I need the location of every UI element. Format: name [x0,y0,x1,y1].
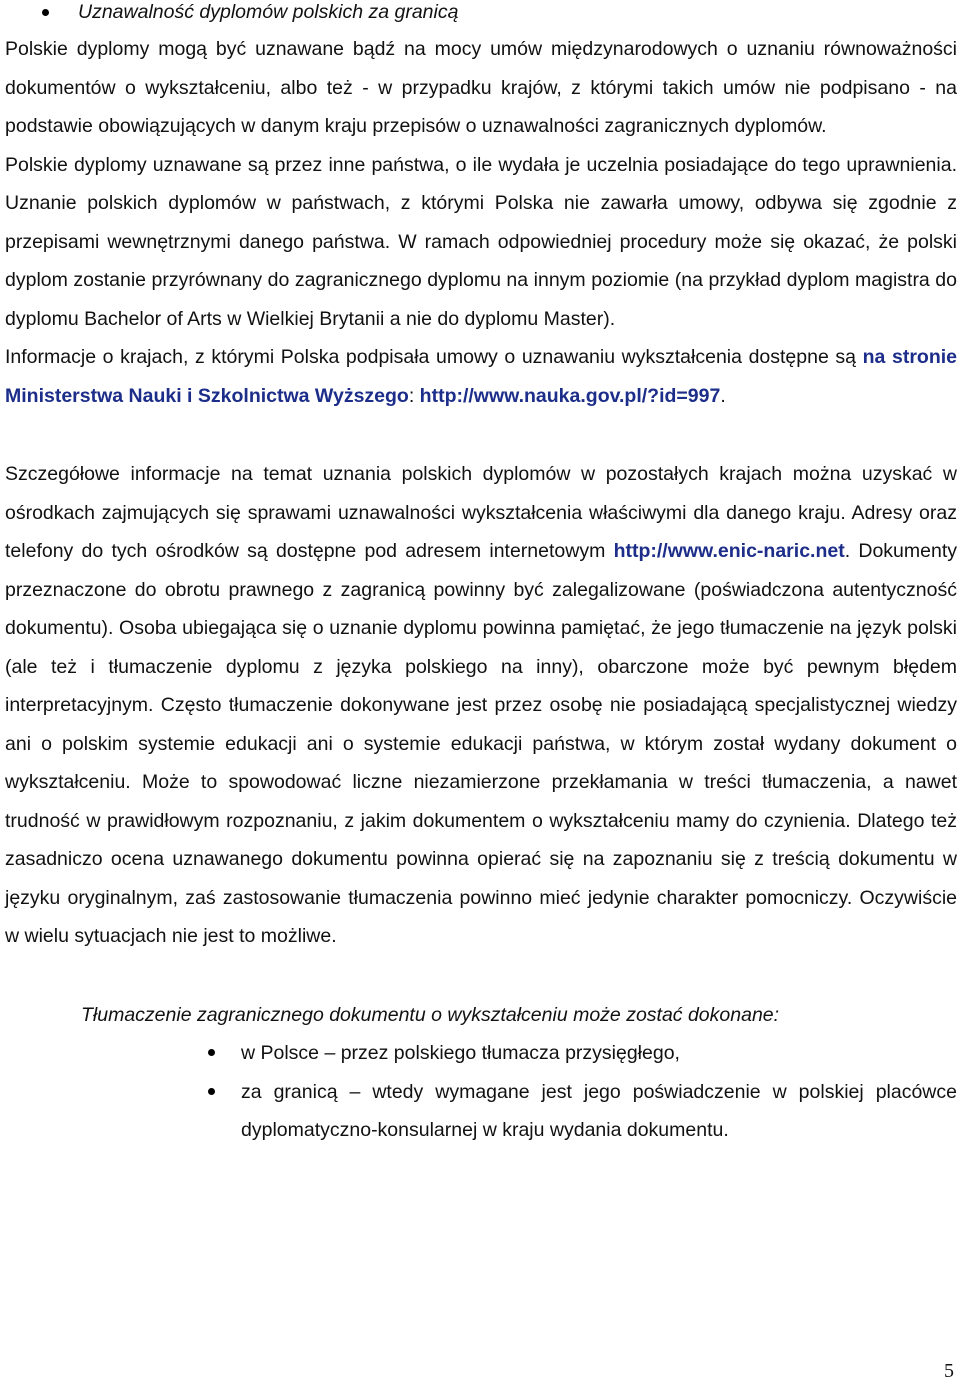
paragraph-details-text: Szczegółowe informacje na temat uznania polskich dyplomów w pozostałych krajach można uzyskać w ośrodkach zajmujących się sprawami uznawalności wykształcenia właściwymi dla danego kraju. Adresy oraz telefony do tych ośrodków są dostępne pod adresem internetowym [5,463,957,562]
translation-options-list [5,1034,957,1150]
ministry-link[interactable]: na stronie Ministerstwa Nauki i Szkolnictwa Wyższego [5,346,958,407]
list-item [5,1034,957,1073]
colon-text: : [408,384,420,407]
bullet-icon [208,1088,215,1095]
list-item-text: w Polsce – przez polskiego tłumacza przysięgłego, [241,1042,680,1064]
paragraph-recognition [5,146,957,339]
list-item-text: za granicą – wtedy wymagane jest jego poświadczenie w polskiej placówce dyplomatyczno-konsularnej w kraju wydania dokumentu. [241,1080,957,1141]
paragraph-recognition-text: Polskie dyplomy uznawane są przez inne państwa, o ile wydała je uczelnia posiadające do tego uprawnienia. Uznanie polskich dyplomów w państwach, z którymi Polska nie zawarła umowy, odbywa się zgodnie z przepisami wewnętrznymi danego państwa. W ramach odpowiedniej procedury może się okazać, że polski dyplom zostanie przyrównany do zagranicznego dyplomu na innym poziomie (na przykład dyplom magistra do dyplomu Bachelor of Arts w Wielkiej Brytanii a nie do dyplomu Master). [5,153,957,330]
page-number: 5 [944,1360,954,1382]
paragraph-details [5,455,957,956]
paragraph-intro [5,30,957,146]
enic-naric-link[interactable]: http://www.enic-naric.net [613,540,845,562]
document-page [5,0,957,1150]
blank-line [5,415,957,455]
period-text: . [720,384,726,407]
paragraph-intro-text: Polskie dyplomy mogą być uznawane bądź na mocy umów międzynarodowych o uznaniu równoważności dokumentów o wykształceniu, albo też - w przypadku krajów, z którymi takich umów nie podpisano - na podstawie obowiązujących w danym kraju przepisów o uznawalności zagranicznych dyplomów. [5,38,957,137]
paragraph-details-continued: . Dokumenty przeznaczone do obrotu prawnego z zagranicą powinny być zalegalizowane (poświadczona autentyczność dokumentu). Osoba ubiegająca się o uznanie dyplomu powinna pamiętać, że jego tłumaczenie na język polski (ale też i tłumaczenie dyplomu z języka polskiego na inny), obarczone może być pewnym błędem interpretacyjnym. Często tłumaczenie dokonywane jest przez osobę nie posiadającą specjalistycznej wiedzy ani o polskim systemie edukacji ani o systemie edukacji państwa, w którym został wydany dokument o wykształceniu. Może to spowodować liczne niezamierzone przekłamania w treści tłumaczenia, a nawet trudność w prawidłowym rozpoznaniu, z jakim dokumentem o wykształceniu mamy do czynienia. Dlatego też zasadniczo ocena uznawanego dokumentu powinna opierać się na zapoznaniu się z treścią dokumentu w języku oryginalnym, zaś zastosowanie tłumaczenia powinno mieć jedynie charakter pomocniczy. Oczywiście w wielu sytuacjach nie jest to możliwe. [5,540,957,947]
paragraph-agreements-text: Informacje o krajach, z którymi Polska podpisała umowy o uznawaniu wykształcenia dostępne są [5,346,863,368]
bullet-icon [208,1049,215,1056]
translation-intro: Tłumaczenie zagranicznego dokumentu o wykształceniu może zostać dokonane: [81,1003,780,1026]
list-item [5,1073,957,1150]
bullet-icon [42,9,49,16]
section-heading-text: Uznawalność dyplomów polskich za granicą [78,1,459,23]
nauka-url-link[interactable]: http://www.nauka.gov.pl/?id=997 [419,384,721,407]
section-heading [5,0,957,24]
paragraph-agreements [5,338,957,415]
